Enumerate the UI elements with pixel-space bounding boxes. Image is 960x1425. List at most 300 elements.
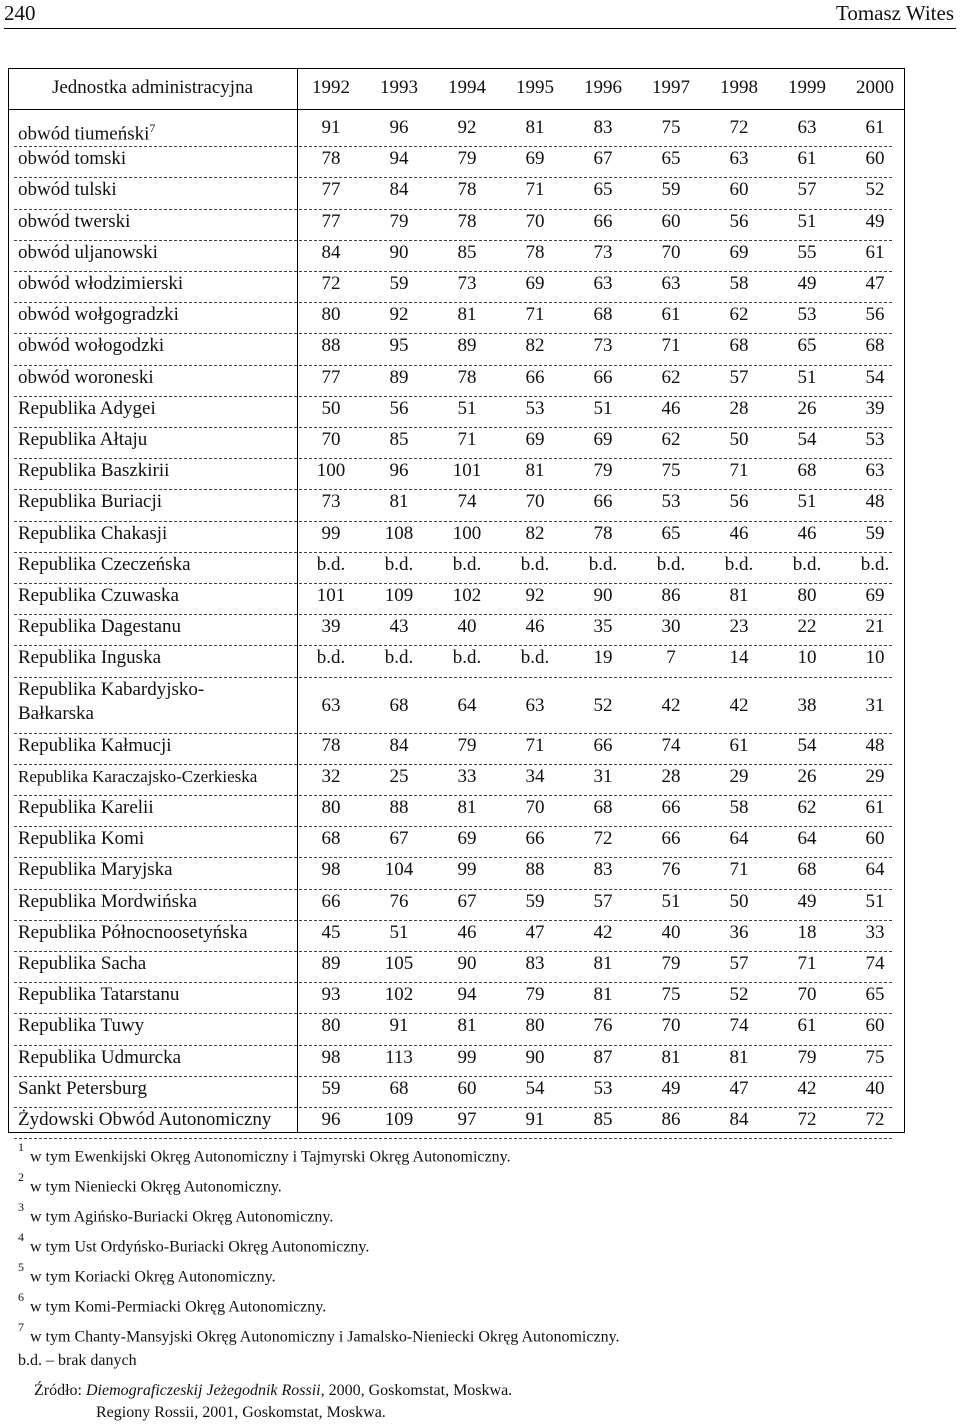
column-header-year: 1998 <box>720 77 758 98</box>
table-cell: 87 <box>593 1046 613 1068</box>
table-row <box>8 678 905 734</box>
column-header-year: 1997 <box>652 77 690 98</box>
table-row <box>8 334 905 365</box>
table-cell: 60 <box>729 179 749 201</box>
column-header-year: 1994 <box>448 77 486 98</box>
table-cell: 19 <box>593 647 613 669</box>
table-row <box>8 241 905 272</box>
table-cell: b.d. <box>520 647 550 669</box>
table-cell: 91 <box>321 117 341 138</box>
table-cell: 64 <box>457 694 477 716</box>
table-cell: 40 <box>661 921 681 943</box>
table-cell: 49 <box>797 890 817 912</box>
table-cell: 51 <box>389 921 409 943</box>
table-cell: b.d. <box>724 553 754 575</box>
row-label-text: obwód tiumeński <box>18 123 150 145</box>
table-cell: 39 <box>321 616 341 638</box>
table-cell: 71 <box>457 429 477 450</box>
table-row <box>8 272 905 303</box>
table-cell: 23 <box>729 616 749 638</box>
table-cell: 60 <box>661 210 681 232</box>
table-cell: 67 <box>389 828 409 850</box>
table-cell: 25 <box>389 765 409 787</box>
table-cell: 40 <box>457 616 477 638</box>
table-cell: 61 <box>865 241 885 263</box>
page-header <box>4 0 956 29</box>
column-header-year: 1993 <box>380 77 418 98</box>
table-cell: b.d. <box>452 647 482 669</box>
footnote-mark: 4 <box>18 1230 24 1244</box>
table-cell: 109 <box>384 585 414 606</box>
footnote <box>18 1136 918 1166</box>
table-cell: 72 <box>729 117 749 138</box>
column-header-year: 1992 <box>312 77 350 98</box>
table-cell: 53 <box>797 304 817 326</box>
table-cell: 33 <box>457 765 477 787</box>
table-cell: 105 <box>384 953 414 974</box>
table-cell: 73 <box>593 335 613 357</box>
row-label-text: obwód włodzimierski <box>18 273 184 294</box>
table-cell: 80 <box>321 1015 341 1037</box>
table-cell: 77 <box>321 210 341 232</box>
table-row <box>8 827 905 858</box>
row-label-text: Republika Karaczajsko-Czerkieska <box>18 766 258 786</box>
row-label <box>18 334 164 358</box>
table-cell: 69 <box>525 273 545 294</box>
table-cell: 68 <box>593 797 613 818</box>
table-cell: 33 <box>865 921 885 943</box>
table-cell: 52 <box>865 179 885 201</box>
column-header-year: 1999 <box>788 77 826 98</box>
table-cell: 66 <box>593 366 613 388</box>
table-cell: 92 <box>389 304 409 326</box>
table-cell: 46 <box>729 522 749 544</box>
table-cell: 59 <box>661 179 681 201</box>
table-cell: 84 <box>321 241 341 263</box>
table-cell: 99 <box>321 522 341 544</box>
row-label-text: Republika Tuwy <box>18 1015 145 1037</box>
table-row <box>8 366 905 397</box>
footnote-text: w tym Chanty-Mansyjski Okręg Autonomiczny i Jamalsko-Nieniecki Okręg Autonomiczny. <box>30 1328 620 1346</box>
table-row <box>8 1046 905 1077</box>
table-cell: 81 <box>661 1046 681 1068</box>
row-label-text: Republika Buriacji <box>18 491 163 513</box>
footnote-text: w tym Agińsko-Buriacki Okręg Autonomiczny. <box>30 1208 334 1226</box>
table-cell: 35 <box>593 616 613 638</box>
table-cell: 80 <box>797 585 817 606</box>
column-header-unit: Jednostka administracyjna <box>51 77 254 98</box>
row-label <box>18 983 179 1007</box>
footnote-mark: 1 <box>18 1140 24 1154</box>
table-cell: 43 <box>389 616 409 638</box>
table-cell: 47 <box>865 273 885 294</box>
table-row <box>8 1108 905 1139</box>
row-label-text: Republika Mordwińska <box>18 890 197 912</box>
table-cell: 78 <box>321 734 341 756</box>
table-cell: 54 <box>865 366 885 388</box>
row-label-text: Republika Karelii <box>18 797 154 818</box>
table-cell: 71 <box>661 335 681 357</box>
table-cell: 79 <box>525 984 545 1006</box>
table-cell: 74 <box>729 1015 749 1037</box>
footnote <box>18 1166 918 1196</box>
table-cell: 84 <box>389 179 409 201</box>
row-label-text: Republika Adygei <box>18 397 156 419</box>
table-cell: 96 <box>321 1109 341 1130</box>
column-header-year: 1995 <box>516 77 554 98</box>
table-cell: 40 <box>865 1077 885 1099</box>
table-cell: 39 <box>865 397 885 419</box>
table-cell: 108 <box>384 522 414 544</box>
table-cell: 102 <box>452 585 482 606</box>
table-cell: 82 <box>525 335 545 357</box>
table-cell: 83 <box>593 117 613 138</box>
table-cell: 45 <box>321 921 341 943</box>
row-label-text: Republika Chakasji <box>18 522 168 544</box>
table-cell: 31 <box>593 765 613 787</box>
table-cell: 51 <box>661 890 681 912</box>
row-label <box>18 858 173 882</box>
table-cell: b.d. <box>588 553 618 575</box>
table-cell: 77 <box>321 179 341 201</box>
table-cell: 100 <box>452 522 482 544</box>
footnote-mark: 5 <box>18 1260 24 1274</box>
row-label-text: Sankt Petersburg <box>18 1077 147 1099</box>
row-label <box>18 921 248 945</box>
table-cell: 98 <box>321 1046 341 1068</box>
table-cell: 90 <box>457 953 477 974</box>
table-cell: 63 <box>525 694 545 716</box>
table-cell: 60 <box>457 1077 477 1099</box>
table-cell: 83 <box>525 953 545 974</box>
footnote-text: w tym Nieniecki Okręg Autonomiczny. <box>30 1178 282 1196</box>
row-label <box>18 1108 271 1132</box>
table-cell: 86 <box>661 1109 681 1130</box>
table-cell: 66 <box>593 734 613 756</box>
footnotes <box>18 1136 918 1376</box>
table-row <box>8 303 905 334</box>
table-cell: 47 <box>729 1077 749 1099</box>
table-row <box>8 147 905 178</box>
table-cell: 50 <box>321 397 341 419</box>
table-cell: 63 <box>661 273 681 294</box>
table-cell: 57 <box>729 366 749 388</box>
row-label-text: Republika Ałtaju <box>18 429 148 450</box>
row-label-text: obwód tomski <box>18 148 127 170</box>
table-row <box>8 796 905 827</box>
table-cell: 53 <box>593 1077 613 1099</box>
table-cell: 64 <box>729 828 749 850</box>
row-label-text: Republika Maryjska <box>18 859 173 881</box>
table-cell: 52 <box>729 984 749 1006</box>
table-cell: 51 <box>797 491 817 513</box>
table-cell: 94 <box>457 984 477 1006</box>
table-cell: 72 <box>321 273 341 294</box>
table-cell: 64 <box>865 859 885 881</box>
table-cell: 54 <box>797 429 817 450</box>
table-cell: 66 <box>525 828 545 850</box>
table-cell: 69 <box>525 148 545 170</box>
table-cell: 7 <box>666 647 676 669</box>
table-cell: 69 <box>525 429 545 450</box>
table-cell: 69 <box>593 429 613 450</box>
header-rule <box>8 109 905 110</box>
footnote-mark: 2 <box>18 1170 24 1184</box>
table-cell: 86 <box>661 585 681 606</box>
table-cell: 71 <box>525 179 545 201</box>
table-cell: 51 <box>457 397 477 419</box>
table-cell: 75 <box>865 1046 885 1068</box>
table-row <box>8 765 905 796</box>
table-cell: 64 <box>797 828 817 850</box>
table-cell: 92 <box>525 585 545 606</box>
table-cell: 14 <box>729 647 749 669</box>
table-cell: 56 <box>729 210 749 232</box>
table-cell: 69 <box>865 585 885 606</box>
table-cell: 85 <box>593 1109 613 1130</box>
table-cell: 84 <box>729 1109 749 1130</box>
table-cell: 96 <box>389 460 409 482</box>
table-cell: 61 <box>661 304 681 326</box>
table-cell: 68 <box>321 828 341 850</box>
table-cell: 46 <box>797 522 817 544</box>
row-label-text: Republika Czeczeńska <box>18 553 191 575</box>
table-cell: 88 <box>321 335 341 357</box>
table-cell: 56 <box>865 304 885 326</box>
table-cell: 68 <box>729 335 749 357</box>
table-cell: 51 <box>865 890 885 912</box>
table-cell: 78 <box>457 210 477 232</box>
row-label-text: Republika Kałmucji <box>18 734 172 756</box>
table-row <box>8 921 905 952</box>
table-row <box>8 858 905 889</box>
table-cell: 38 <box>797 694 817 716</box>
row-label <box>18 366 154 390</box>
row-label <box>18 303 179 327</box>
table-cell: 66 <box>525 366 545 388</box>
row-label <box>18 734 172 758</box>
table-cell: b.d. <box>860 553 890 575</box>
table-cell: 69 <box>729 241 749 263</box>
table-cell: 73 <box>457 273 477 294</box>
page-number: 240 <box>4 1 36 25</box>
table-cell: 81 <box>457 797 477 818</box>
table-cell: 46 <box>661 397 681 419</box>
table-cell: 68 <box>797 460 817 482</box>
source-label: Źródło <box>34 1382 78 1399</box>
table-cell: 63 <box>797 117 817 138</box>
table-row <box>8 584 905 615</box>
table-cell: 71 <box>729 460 749 482</box>
table-row <box>8 1014 905 1045</box>
table-cell: 46 <box>525 616 545 638</box>
table-cell: 48 <box>865 491 885 513</box>
table-cell: 42 <box>797 1077 817 1099</box>
table-row <box>8 952 905 983</box>
table-cell: 84 <box>389 734 409 756</box>
table-cell: 81 <box>525 460 545 482</box>
table-cell: 28 <box>729 397 749 419</box>
running-author: Tomasz Wites <box>835 1 954 25</box>
footnote-mark: 3 <box>18 1200 24 1214</box>
table-cell: 68 <box>865 335 885 357</box>
table-cell: 81 <box>593 953 613 974</box>
table-cell: 76 <box>389 890 409 912</box>
row-label <box>18 678 204 726</box>
footnote <box>18 1286 918 1316</box>
footnote-text: w tym Ust Ordyńsko-Buriacki Okręg Autonomiczny. <box>30 1238 370 1256</box>
table-cell: 42 <box>661 694 681 716</box>
table-cell: 70 <box>797 984 817 1006</box>
table-cell: 59 <box>321 1077 341 1099</box>
table-cell: b.d. <box>452 553 482 575</box>
table-cell: 61 <box>729 734 749 756</box>
table-cell: 78 <box>593 522 613 544</box>
row-label-text: obwód twerski <box>18 210 131 232</box>
table-cell: 90 <box>593 585 613 606</box>
footnote-text: w tym Komi-Permiacki Okręg Autonomiczny. <box>30 1298 327 1316</box>
table-cell: 65 <box>661 148 681 170</box>
table-row <box>8 615 905 646</box>
row-label <box>18 890 197 914</box>
table-cell: 48 <box>865 734 885 756</box>
table-cell: 85 <box>389 429 409 450</box>
row-label-text: Republika Północnoosetyńska <box>18 921 248 943</box>
table-cell: 54 <box>797 734 817 756</box>
table-cell: 53 <box>661 491 681 513</box>
table-cell: 66 <box>321 890 341 912</box>
row-label-text-line2: Bałkarska <box>18 702 94 724</box>
table-cell: 28 <box>661 765 681 787</box>
table-cell: 69 <box>457 828 477 850</box>
source-note: Źródło: Diemograficzeskij Jeżegodnik Rossii, 2000, Goskomstat, Moskwa. Regiony Rossii, 2001, Goskomstat, Moskwa. <box>34 1380 512 1424</box>
table-cell: 70 <box>525 797 545 818</box>
table-cell: 77 <box>321 366 341 388</box>
row-label-text: Republika Czuwaska <box>18 585 179 606</box>
table-cell: 99 <box>457 859 477 881</box>
table-cell: 62 <box>661 429 681 450</box>
table-cell: 72 <box>593 828 613 850</box>
table-cell: 70 <box>661 241 681 263</box>
table-cell: 63 <box>321 694 341 716</box>
table-cell: 57 <box>593 890 613 912</box>
column-header-year: 2000 <box>856 77 894 98</box>
table-cell: 63 <box>865 460 885 482</box>
table-row <box>8 490 905 521</box>
row-label <box>18 827 144 851</box>
table-cell: 79 <box>593 460 613 482</box>
table-row <box>8 116 905 147</box>
row-label-text: obwód tulski <box>18 179 117 201</box>
footnote <box>18 1196 918 1226</box>
footnote-mark: 6 <box>18 1290 24 1304</box>
table-cell: 59 <box>389 273 409 294</box>
table-cell: 78 <box>321 148 341 170</box>
table-cell: 58 <box>729 797 749 818</box>
table-cell: 88 <box>525 859 545 881</box>
table-row <box>8 459 905 490</box>
table-cell: 75 <box>661 984 681 1006</box>
table-cell: 49 <box>865 210 885 232</box>
table-cell: 65 <box>797 335 817 357</box>
table-cell: 61 <box>865 797 885 818</box>
table-cell: 79 <box>661 953 681 974</box>
table-cell: 49 <box>661 1077 681 1099</box>
table-row <box>8 983 905 1014</box>
table-cell: 71 <box>525 304 545 326</box>
footnote-ref: 7 <box>149 121 156 135</box>
table-cell: 80 <box>321 304 341 326</box>
table-cell: 89 <box>321 953 341 974</box>
row-label-text: obwód wołogodzki <box>18 335 165 357</box>
table-cell: 49 <box>797 273 817 294</box>
table-cell: 59 <box>865 522 885 544</box>
table-cell: 68 <box>389 694 409 716</box>
table-cell: 81 <box>525 117 545 138</box>
row-label <box>18 646 161 670</box>
table-cell: b.d. <box>316 647 346 669</box>
table-cell: 99 <box>457 1046 477 1068</box>
table-cell: 78 <box>457 366 477 388</box>
table-cell: 67 <box>457 890 477 912</box>
table-cell: 72 <box>865 1109 885 1130</box>
table-cell: 72 <box>797 1109 817 1130</box>
table-cell: 63 <box>729 148 749 170</box>
table-cell: 53 <box>525 397 545 419</box>
table-cell: 95 <box>389 335 409 357</box>
table-cell: 85 <box>457 241 477 263</box>
row-label <box>18 584 179 608</box>
table-cell: 42 <box>593 921 613 943</box>
table-cell: 81 <box>729 1046 749 1068</box>
table-row <box>8 646 905 677</box>
table-cell: 59 <box>525 890 545 912</box>
table-cell: 79 <box>797 1046 817 1068</box>
row-label-text: Republika Kabardyjsko- <box>18 678 205 700</box>
table-cell: 68 <box>797 859 817 881</box>
table-cell: 91 <box>525 1109 545 1130</box>
row-label <box>18 796 154 820</box>
row-label <box>18 553 191 577</box>
row-label-text: Republika Dagestanu <box>18 616 182 638</box>
row-label <box>18 615 181 639</box>
table-row <box>8 397 905 428</box>
table-row <box>8 178 905 209</box>
table-cell: 81 <box>729 585 749 606</box>
table-cell: 90 <box>525 1046 545 1068</box>
table-cell: 70 <box>321 429 341 450</box>
table-cell: 73 <box>593 241 613 263</box>
row-label <box>18 765 257 789</box>
table-cell: b.d. <box>792 553 822 575</box>
row-label <box>18 459 169 483</box>
table-cell: 98 <box>321 859 341 881</box>
table-cell: 89 <box>389 366 409 388</box>
table-cell: 62 <box>661 366 681 388</box>
table-cell: 79 <box>457 148 477 170</box>
table-cell: b.d. <box>384 553 414 575</box>
table-cell: 31 <box>865 694 885 716</box>
row-label-text: Żydowski Obwód Autonomiczny <box>18 1109 272 1130</box>
table-cell: 29 <box>729 765 749 787</box>
table-cell: 82 <box>525 522 545 544</box>
table-cell: 81 <box>457 1015 477 1037</box>
row-label <box>18 210 130 234</box>
table-cell: 70 <box>525 210 545 232</box>
table-cell: 71 <box>729 859 749 881</box>
table-cell: 74 <box>457 491 477 513</box>
table-cell: 50 <box>729 890 749 912</box>
